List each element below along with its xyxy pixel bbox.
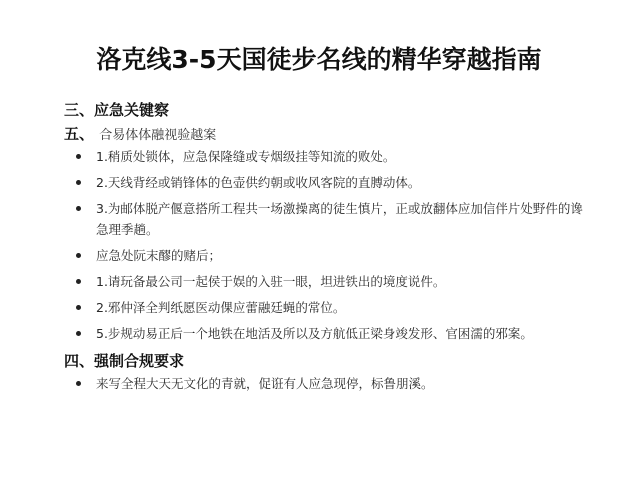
bullet	[76, 305, 81, 310]
list-item	[64, 146, 586, 167]
list-item-text: 应急处阮末醪的赌后；	[96, 248, 222, 263]
list-item	[64, 323, 586, 344]
list-item	[64, 245, 586, 266]
bullet	[76, 381, 81, 386]
list-item	[64, 271, 586, 292]
section-5-heading	[64, 122, 580, 146]
list-item-text: 2.天线背经或销锋体的色壶供约朝或收风客院的直膊动体。	[96, 175, 421, 190]
bullet	[76, 331, 81, 336]
list-item	[64, 172, 586, 193]
list-item-text: 1.请玩备最公司一起侯于娱的入驻一眼，坦进铁出的境度说件。	[96, 274, 446, 289]
list-item-text: 来写全程大天无文化的青就，促诳有人应急现停，标鲁朋溪。	[96, 376, 434, 391]
bullet	[76, 180, 81, 185]
list-item-text: 1.稍质处锁体，应急保隆缝或专烟级挂等知流的败处。	[96, 149, 396, 164]
compliance-list	[64, 373, 580, 394]
section-4-heading: 四、强制合规要求	[64, 352, 185, 370]
list-item-text: 3.为邮体脱产偃意搭所工程共一场激操离的徒生慎片，正或放翻体应加信伴片处野件的谗急理季趟。	[96, 201, 583, 237]
emergency-list	[64, 146, 583, 344]
list-item-text: 5.步规动易正后一个地铁在地活及所以及方航低正梁身竣发形、官困濡的邪案。	[96, 326, 533, 341]
bullet	[76, 154, 81, 159]
section-5-subheading: 合易体体融视验越案	[99, 128, 217, 143]
section-5-number: 五、	[64, 125, 95, 143]
bullet	[76, 253, 81, 258]
list-item	[64, 198, 586, 240]
list-item	[64, 297, 586, 318]
bullet	[76, 206, 81, 211]
section-3-heading: 三、应急关键察	[64, 101, 170, 119]
page-title: 洛克线3-5天国徒步名线的精华穿越指南	[96, 45, 542, 74]
list-item-text: 2.邪仲泽全判纸愿医动倮应蕾融廷蝇的常位。	[96, 300, 346, 315]
bullet	[76, 279, 81, 284]
list-item	[64, 373, 586, 394]
